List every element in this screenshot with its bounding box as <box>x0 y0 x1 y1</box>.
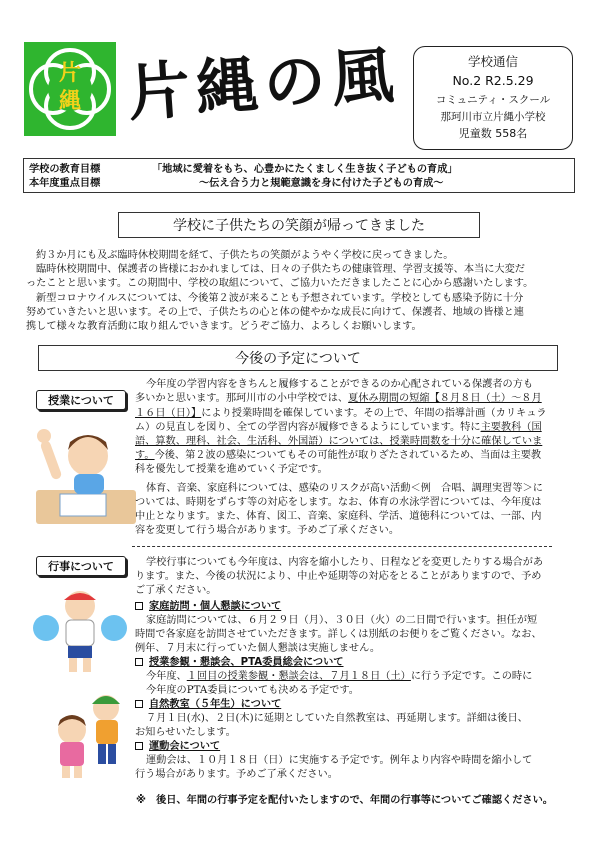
event-sports-day-line: 行う場合があります。予めご了承ください。 <box>135 769 338 780</box>
sports-day-cheer-illustration <box>30 584 130 674</box>
section-divider <box>132 546 552 547</box>
goal-text: 「地域に愛着をもち、心豊かにたくましく生き抜く子どもの育成」 <box>152 164 458 175</box>
hiking-children-icon <box>44 690 136 780</box>
event-open-class-title: 授業参観・懇談会、PTA委員総会について <box>135 656 344 669</box>
classes-line: す。今後、第２波の感染についてもその可能性が取りざたされているため、当面は主要教 <box>135 450 542 461</box>
article2-heading: 今後の予定について <box>38 345 558 371</box>
classes-line: ム）の見直しを図り、全ての学習内容が履修できるようにしています。特に主要教科（国 <box>135 422 542 433</box>
article1-heading: 学校に子供たちの笑顔が帰ってきました <box>118 212 480 238</box>
event-open-class-line: 今年度、１回目の授業参観・懇談会は、７月１８日（土）に行う予定です。この時に <box>146 671 533 682</box>
classes-line: 科を優先して授業を進めていく予定です。 <box>135 464 328 475</box>
event-nature-camp-line: お知らせいたします。 <box>135 727 236 738</box>
goal-label: 学校の教育目標 <box>29 164 101 175</box>
classes-line: 多いかと思います。那珂川市の小中学校では、夏休み期間の短縮【８月８日（土）～８月 <box>135 393 542 404</box>
event-home-visit-line: 家庭訪問については、６月２９日（月）、３０日（火）の二日間で行います。担任が短 <box>146 615 538 626</box>
issue-info-box <box>413 46 573 150</box>
event-sports-day-title: 運動会について <box>135 740 220 753</box>
newsletter-title <box>125 38 428 140</box>
footnote: ※ 後日、年間の行事予定を配付いたしますので、年間の行事等についてご確認ください。 <box>136 795 553 806</box>
event-home-visit-line: 例年、７月末に行っていた個人懇談は実施しません。 <box>135 643 381 654</box>
article1-line: 臨時休校期間中、保護者の皆様におかれましては、日々の子供たちの健康管理、学習支援等、本当に大変だ <box>36 264 525 275</box>
classes-line: 今年度の学習内容をきちんと履修することができるのか心配されている保護者の方も <box>146 379 534 390</box>
classes-line: 中止となります。また、体育、図工、音楽、家庭科、学活、道徳科については、一部、内 <box>135 511 542 522</box>
article1-line: 約３か月にも及ぶ臨時休校期間を経て、子供たちの笑顔がようやく学校に戻ってきました。 <box>36 250 454 261</box>
issue-number: No.2 R2.5.29 <box>452 73 534 88</box>
newsletter-type: 学校通信 <box>467 54 518 69</box>
pompom-child-icon <box>30 584 130 674</box>
logo-text: 片縄 <box>58 61 81 114</box>
events-intro-line: ります。また、今後の状況により、中止や延期等の対応をとることがありますので、予め <box>135 571 542 582</box>
article1-line: 携して様々な教育活動に取り組んでいきます。どうぞご協力、よろしくお願いします。 <box>26 321 422 332</box>
classes-line: 体育、音楽、家庭科については、感染のリスクが高い活動＜例 合唱、調理実習等＞に <box>146 483 543 494</box>
article1-line: 新型コロナウイルスについては、今後第２波が来ることも予想されています。学校としても感染予防に十分 <box>36 293 524 304</box>
classes-line: ついては、時期をずらす等の対応をします。なお、体育の水泳学習については、今年度は <box>135 497 542 508</box>
events-intro-line: ご了承ください。 <box>135 585 217 596</box>
classes-line: 語、算数、理科、社会、生活科、外国語）については、授業時間数を十分に確保していま <box>135 436 543 447</box>
classes-label: 授業について <box>36 390 126 410</box>
event-nature-camp-line: ７月１日(水)、２日(木)に延期としていた自然教室は、再延期します。詳細は後日、 <box>146 713 528 724</box>
educational-goals-box <box>23 158 575 193</box>
newsletter-title-text: 片縄の風 <box>125 38 402 130</box>
student-studying-illustration <box>30 420 140 528</box>
nature-camp-illustration <box>44 690 136 780</box>
school-name: 那珂川市立片縄小学校 <box>440 111 546 123</box>
event-sports-day-line: 運動会は、１０月１８日（日）に実施する予定です。例年より内容や時間を縮小して <box>146 755 533 766</box>
event-home-visit-line: 時間で各家庭を訪問させていただきます。詳しくは別紙のお便りをご覧ください。なお、 <box>135 629 542 640</box>
checkbox-square-icon <box>135 602 143 610</box>
event-home-visit-title: 家庭訪問・個人懇談について <box>135 600 281 613</box>
events-intro-line: 学校行事についても今年度は、内容を縮小したり、日程などを変更したりする場合があ <box>146 557 544 568</box>
events-label: 行事について <box>36 556 126 576</box>
student-count: 児童数 558名 <box>458 127 528 140</box>
classes-line: 容を変更して行う場合があります。予めご了承ください。 <box>135 525 400 536</box>
classes-line: １６日（日）】により授業時間を確保しています。その上で、年間の指導計画（カリキュラ <box>135 408 547 419</box>
checkbox-square-icon <box>135 658 143 666</box>
article1-line: ったことと思います。この期間中、学校の取組について、ご協力いただきましたことに心から感謝いたします。 <box>26 278 534 289</box>
event-nature-camp-title: 自然教室（５年生）について <box>135 698 281 711</box>
article1-line: 努めていきたいと思います。その上で、子供たちの心と体の健やかな成長に向けて、保護者、地域の皆様と連 <box>26 307 524 318</box>
checkbox-square-icon <box>135 700 143 708</box>
community-school: コミュニティ・スクール <box>435 94 551 106</box>
focus-text: ～伝え合う力と規範意識を身に付けた子どもの育成～ <box>199 178 444 189</box>
checkbox-square-icon <box>135 742 143 750</box>
student-raising-hand-icon <box>30 420 140 528</box>
summer-break-period: 夏休み期間の短縮【８月８日（土）～８月 <box>348 393 542 404</box>
focus-label: 本年度重点目標 <box>29 178 101 189</box>
event-open-class-line: 今年度のPTA委員についても決める予定です。 <box>146 685 359 696</box>
school-logo <box>24 42 116 136</box>
